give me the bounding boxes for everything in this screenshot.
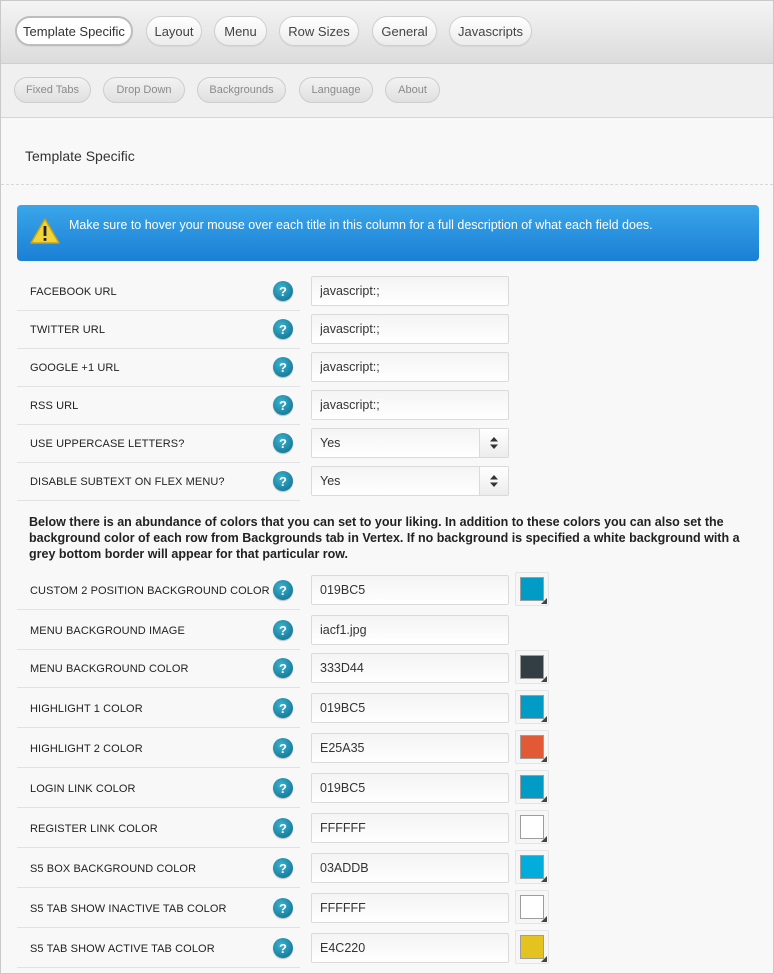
s5-tab-active-color-input[interactable] — [311, 933, 509, 963]
field-label: GOOGLE +1 URL — [30, 361, 120, 374]
corner-arrow-icon — [541, 716, 547, 722]
field-label: S5 BOX BACKGROUND COLOR — [30, 862, 197, 875]
field-label: CUSTOM 2 POSITION BACKGROUND COLOR — [30, 584, 270, 597]
color-picker-button[interactable] — [515, 810, 549, 844]
rss-url-input[interactable] — [311, 390, 509, 420]
field-label: RSS URL — [30, 399, 79, 412]
help-icon[interactable]: ? — [273, 778, 293, 798]
field-row-register-link-color — [17, 810, 759, 848]
field-label: FACEBOOK URL — [30, 285, 117, 298]
help-icon[interactable]: ? — [273, 357, 293, 377]
help-icon[interactable]: ? — [273, 898, 293, 918]
divider — [1, 184, 773, 185]
field-label: REGISTER LINK COLOR — [30, 822, 158, 835]
select-value: Yes — [320, 436, 341, 450]
menu-bg-color-input[interactable] — [311, 653, 509, 683]
select-value: Yes — [320, 474, 341, 488]
register-link-color-input[interactable] — [311, 813, 509, 843]
corner-arrow-icon — [541, 796, 547, 802]
tab-language[interactable]: Language — [299, 77, 373, 103]
field-row-facebook-url — [17, 273, 759, 311]
color-picker-button[interactable] — [515, 770, 549, 804]
info-alert — [17, 205, 759, 261]
custom2-bg-color-input[interactable] — [311, 575, 509, 605]
field-row-s5-box-bg-color — [17, 850, 759, 888]
field-label: USE UPPERCASE LETTERS? — [30, 437, 185, 450]
field-row-disable-subtext — [17, 463, 759, 501]
color-picker-button[interactable] — [515, 890, 549, 924]
corner-arrow-icon — [541, 876, 547, 882]
field-row-menu-bg-image — [17, 612, 759, 650]
field-label: LOGIN LINK COLOR — [30, 782, 136, 795]
field-row-twitter-url — [17, 311, 759, 349]
field-row-login-link-color — [17, 770, 759, 808]
tab-fixed-tabs[interactable]: Fixed Tabs — [14, 77, 91, 103]
field-label: S5 TAB SHOW INACTIVE TAB COLOR — [30, 902, 227, 915]
corner-arrow-icon — [541, 598, 547, 604]
s5-tab-inactive-color-input[interactable] — [311, 893, 509, 923]
color-picker-button[interactable] — [515, 930, 549, 964]
page-title: Template Specific — [25, 148, 135, 164]
color-picker-button[interactable] — [515, 650, 549, 684]
s5-box-bg-color-input[interactable] — [311, 853, 509, 883]
help-icon[interactable]: ? — [273, 818, 293, 838]
help-icon[interactable]: ? — [273, 738, 293, 758]
tab-row-sizes[interactable]: Row Sizes — [279, 16, 359, 46]
field-label: MENU BACKGROUND IMAGE — [30, 624, 185, 637]
field-row-rss-url — [17, 387, 759, 425]
help-icon[interactable]: ? — [273, 658, 293, 678]
tab-drop-down[interactable]: Drop Down — [103, 77, 185, 103]
help-icon[interactable]: ? — [273, 433, 293, 453]
help-icon[interactable]: ? — [273, 395, 293, 415]
field-label: S5 TAB SHOW ACTIVE TAB COLOR — [30, 942, 215, 955]
menu-bg-image-input[interactable] — [311, 615, 509, 645]
help-icon[interactable]: ? — [273, 698, 293, 718]
field-row-custom2-bg-color — [17, 572, 759, 610]
google-url-input[interactable] — [311, 352, 509, 382]
color-picker-button[interactable] — [515, 850, 549, 884]
corner-arrow-icon — [541, 756, 547, 762]
highlight2-color-input[interactable] — [311, 733, 509, 763]
tab-template-specific[interactable]: Template Specific — [15, 16, 133, 46]
field-row-s5-tab-inactive-color — [17, 890, 759, 928]
corner-arrow-icon — [541, 676, 547, 682]
field-label: DISABLE SUBTEXT ON FLEX MENU? — [30, 475, 225, 488]
field-row-menu-bg-color — [17, 650, 759, 688]
corner-arrow-icon — [541, 956, 547, 962]
color-picker-button[interactable] — [515, 690, 549, 724]
facebook-url-input[interactable] — [311, 276, 509, 306]
field-label: HIGHLIGHT 1 COLOR — [30, 702, 143, 715]
help-icon[interactable]: ? — [273, 471, 293, 491]
highlight1-color-input[interactable] — [311, 693, 509, 723]
help-icon[interactable]: ? — [273, 938, 293, 958]
corner-arrow-icon — [541, 836, 547, 842]
tab-about[interactable]: About — [385, 77, 440, 103]
warning-icon — [29, 217, 61, 245]
corner-arrow-icon — [541, 916, 547, 922]
uppercase-select[interactable] — [311, 428, 509, 458]
field-row-highlight1-color — [17, 690, 759, 728]
field-label: TWITTER URL — [30, 323, 106, 336]
tab-backgrounds[interactable]: Backgrounds — [197, 77, 286, 103]
up-down-arrows-icon[interactable] — [479, 467, 508, 495]
help-icon[interactable]: ? — [273, 281, 293, 301]
color-picker-button[interactable] — [515, 572, 549, 606]
field-label: MENU BACKGROUND COLOR — [30, 662, 189, 675]
color-picker-button[interactable] — [515, 730, 549, 764]
login-link-color-input[interactable] — [311, 773, 509, 803]
alert-message: Make sure to hover your mouse over each title in this column for a full description of what each field does. — [69, 218, 653, 232]
help-icon[interactable]: ? — [273, 319, 293, 339]
help-icon[interactable]: ? — [273, 580, 293, 600]
disable-subtext-select[interactable] — [311, 466, 509, 496]
help-icon[interactable]: ? — [273, 620, 293, 640]
tab-menu[interactable]: Menu — [214, 16, 267, 46]
twitter-url-input[interactable] — [311, 314, 509, 344]
tab-javascripts[interactable]: Javascripts — [449, 16, 532, 46]
field-row-uppercase — [17, 425, 759, 463]
secondary-tab-bar — [1, 64, 773, 118]
primary-tab-bar — [1, 1, 773, 64]
field-label: HIGHLIGHT 2 COLOR — [30, 742, 143, 755]
field-row-highlight2-color — [17, 730, 759, 768]
help-icon[interactable]: ? — [273, 858, 293, 878]
up-down-arrows-icon[interactable] — [479, 429, 508, 457]
field-row-s5-tab-active-color — [17, 930, 759, 968]
tab-general[interactable]: General — [372, 16, 437, 46]
colors-note: Below there is an abundance of colors that you can set to your liking. In addition to these colors you can also set the background color of each row from Backgrounds tab in Vertex. If no background is specified a white background with a grey bottom border will appear for that particular row. — [29, 515, 740, 561]
tab-layout[interactable]: Layout — [146, 16, 202, 46]
field-row-google-url — [17, 349, 759, 387]
